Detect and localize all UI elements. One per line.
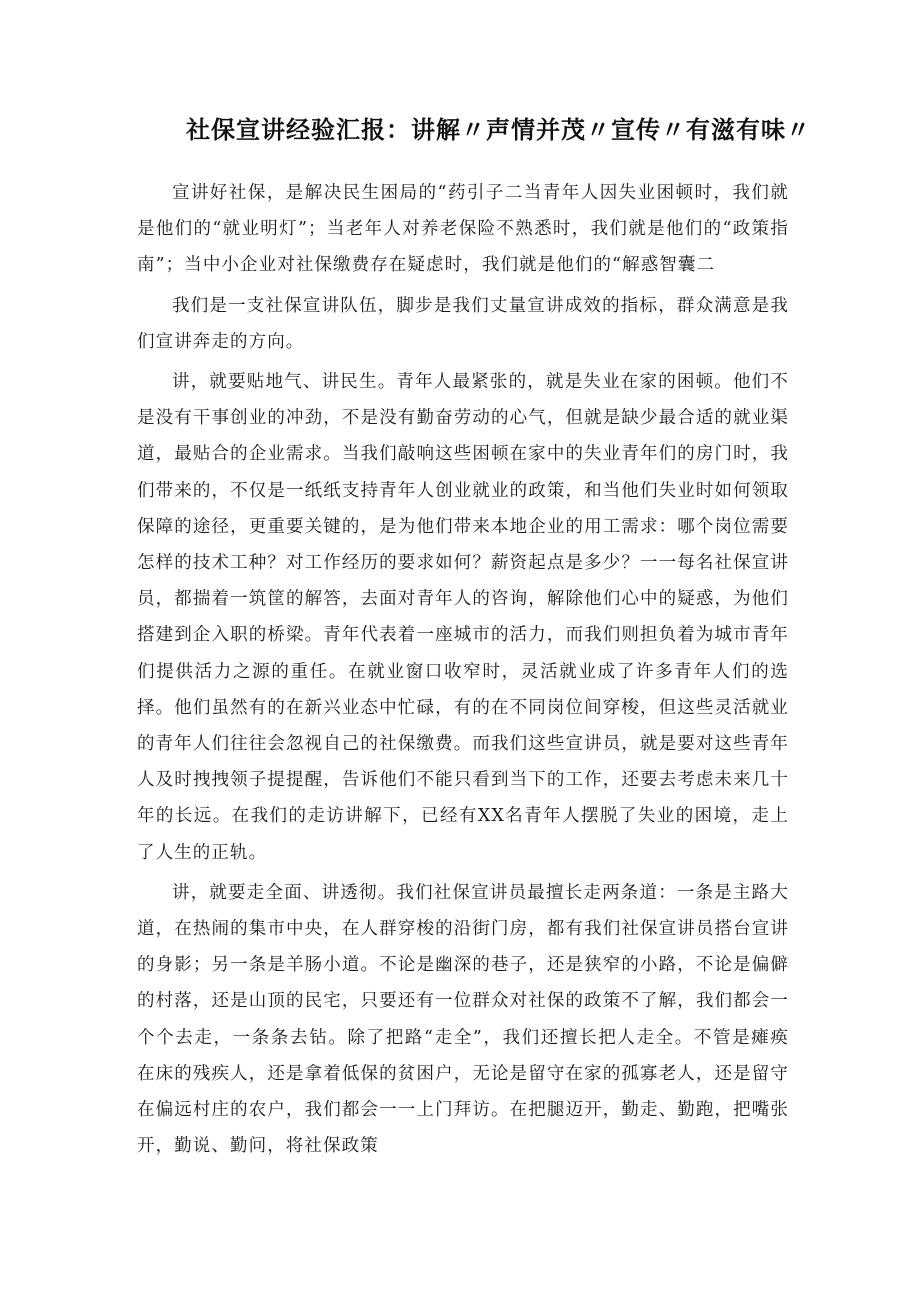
paragraph: 宣讲好社保，是解决民生困局的“药引子二当青年人因失业困顿时，我们就是他们的“就业明灯”；当老年人对养老保险不熟悉时，我们就是他们的“政策指南”；当中小企业对社保缴费存在疑虑时，我们就是他们的“解惑智囊二 bbox=[137, 183, 789, 276]
paragraph: 我们是一支社保宣讲队伍，脚步是我们丈量宣讲成效的指标，群众满意是我们宣讲奔走的方向。 bbox=[137, 295, 789, 352]
paragraph: 讲，就要贴地气、讲民生。青年人最紧张的，就是失业在家的困顿。他们不是没有干事创业的冲劲，不是没有勤奋劳动的心气，但就是缺少最合适的就业渠道，最贴合的企业需求。当我们敲响这些困顿在家中的失业青年们的房门时，我们带来的，不仅是一纸纸支持青年人创业就业的政策，和当他们失业时如何领取保障的途径，更重要关键的，是为他们带来本地企业的用工需求：哪个岗位需要怎样的技术工种？对工作经历的要求如何？薪资起点是多少？一一每名社保宣讲员，都揣着一筑筐的解答，去面对青年人的咨询，解除他们心中的疑惑，为他们搭建到企入职的桥梁。青年代表着一座城市的活力，而我们则担负着为城市青年们提供活力之源的重任。在就业窗口收窄时，灵活就业成了许多青年人们的选择。他们虽然有的在新兴业态中忙碌，有的在不同岗位间穿梭，但这些灵活就业的青年人们往往会忽视自己的社保缴费。而我们这些宣讲员，就是要对这些青年人及时拽拽领子提提醒，告诉他们不能只看到当下的工作，还要去考虑未来几十年的长远。在我们的走访讲解下，已经有XX名青年人摆脱了失业的困境，走上了人生的正轨。 bbox=[137, 372, 789, 863]
document-body bbox=[137, 175, 789, 1168]
paragraph: 讲，就要走全面、讲透彻。我们社保宣讲员最擅长走两条道：一条是主路大道，在热闹的集市中央，在人群穿梭的沿街门房，都有我们社保宣讲员搭台宣讲的身影；另一条是羊肠小道。不论是幽深的巷子，还是狭窄的小路，不论是偏僻的村落，还是山顶的民宅，只要还有一位群众对社保的政策不了解，我们都会一个个去走，一条条去钻。除了把路“走全”，我们还擅长把人走全。不管是瘫痪在床的残疾人，还是拿着低保的贫困户，无论是留守在家的孤寡老人，还是留守在偏远村庄的农户，我们都会一一上门拜访。在把腿迈开，勤走、勤跑，把嘴张开，勤说、勤问，将社保政策 bbox=[137, 882, 789, 1157]
document-title: 社保宣讲经验汇报：讲解〃声情并茂〃宣传〃有滋有味〃 bbox=[186, 116, 811, 144]
